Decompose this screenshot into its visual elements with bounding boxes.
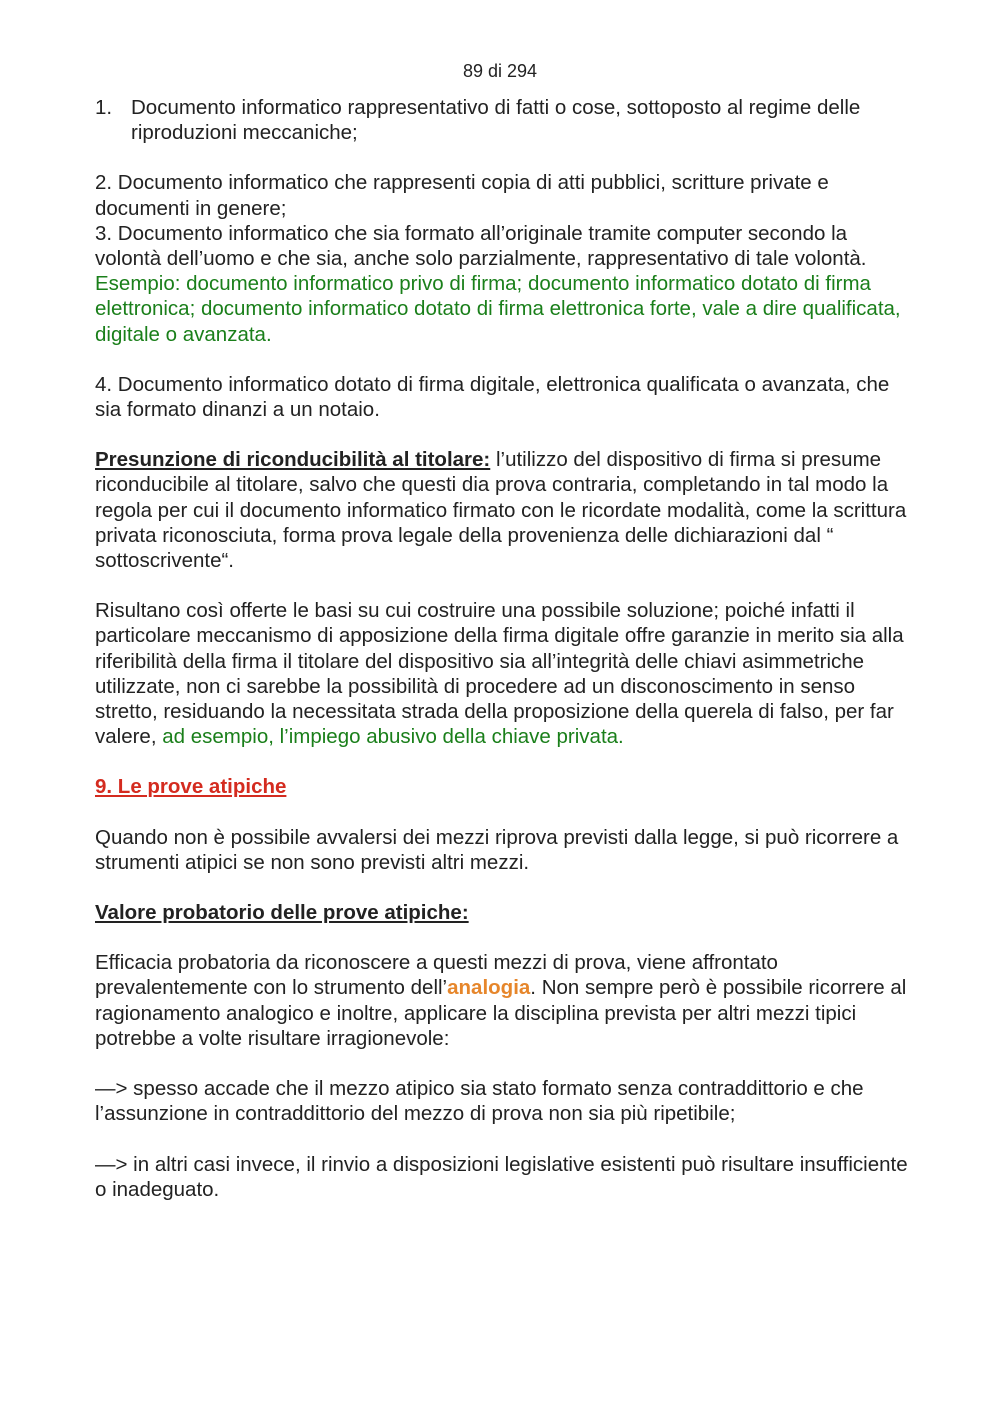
valore-text-after: . Non sempre però è possibile ricorrere al ragionamento analogico e inoltre, applicare la disciplina prevista per altri mezzi tipici potrebbe a volte risultare irragionevole: [95, 976, 907, 1050]
valore-text-before: Efficacia probatoria da riconoscere a questi mezzi di prova, viene affrontato prevalentemente con lo strumento dell’ [95, 951, 778, 1000]
risultano-text: Risultano così offerte le basi su cui costruire una possibile soluzione; poiché infatti il particolare meccanismo di apposizione della firma digitale offre garanzie in merito sia alla riferibilità della firma il titolare del dispositivo sia all’integrità delle chiavi asimmetriche utilizzate, non ci sarebbe la possibilità di procedere ad un disconoscimento in senso stretto, residuando la necessitata strada della proposizione della querela di falso, per far valere, [95, 599, 904, 749]
valore-heading: Valore probatorio delle prove atipiche: [95, 901, 469, 925]
bullet-2: —> in altri casi invece, il rinvio a disposizioni legislative esistenti può risultare insufficiente o inadeguato. [95, 1152, 908, 1201]
presunzione-paragraph [95, 447, 915, 573]
section-9-intro: Quando non è possibile avvalersi dei mezzi riprova previsti dalla legge, si può ricorrere a strumenti atipici se non sono previsti altri mezzi. [95, 825, 899, 874]
analogia-highlight: analogia [447, 976, 531, 1000]
list-item-1-text: Documento informatico rappresentativo di fatti o cose, sottoposto al regime delle riproduzioni meccaniche; [131, 96, 861, 145]
section-9-heading: 9. Le prove atipiche [95, 775, 287, 799]
risultano-green-text: ad esempio, l’impiego abusivo della chiave privata. [162, 725, 624, 749]
risultano-paragraph [95, 598, 915, 749]
list-item-1-number: 1. [95, 96, 113, 119]
list-item-4: 4. Documento informatico dotato di firma digitale, elettronica qualificata o avanzata, che sia formato dinanzi a un notaio. [95, 372, 890, 422]
example-note: Esempio: documento informatico privo di firma; documento informatico dotato di firma elettronica; documento informatico dotato di firma elettronica forte, vale a dire qualificata, digitale o avanzata. [95, 272, 901, 346]
presunzione-text: l’utilizzo del dispositivo di firma si presume riconducibile al titolare, salvo che questi dia prova contraria, completando in tal modo la regola per cui il documento informatico firmato con le ricordate modalità, come la scrittura privata riconosciuta, forma prova legale della provenienza delle dichiarazioni dal “ sottoscrivente“. [95, 448, 907, 573]
page-number: 89 di 294 [462, 61, 538, 81]
document-body [95, 95, 915, 1202]
valore-paragraph [95, 950, 915, 1051]
list-item-1 [95, 95, 915, 145]
list-item-3: 3. Documento informatico che sia formato all’originale tramite computer secondo la volontà dell’uomo e che sia, anche solo parzialmente, rappresentativo di tale volontà. [95, 221, 867, 271]
presunzione-heading: Presunzione di riconducibilità al titolare: [95, 448, 491, 472]
bullet-1: —> spesso accade che il mezzo atipico sia stato formato senza contraddittorio e che l’assunzione in contraddittorio del mezzo di prova non sia più ripetibile; [95, 1077, 864, 1126]
list-item-2: 2. Documento informatico che rappresenti copia di atti pubblici, scritture private e documenti in genere; [95, 171, 829, 220]
